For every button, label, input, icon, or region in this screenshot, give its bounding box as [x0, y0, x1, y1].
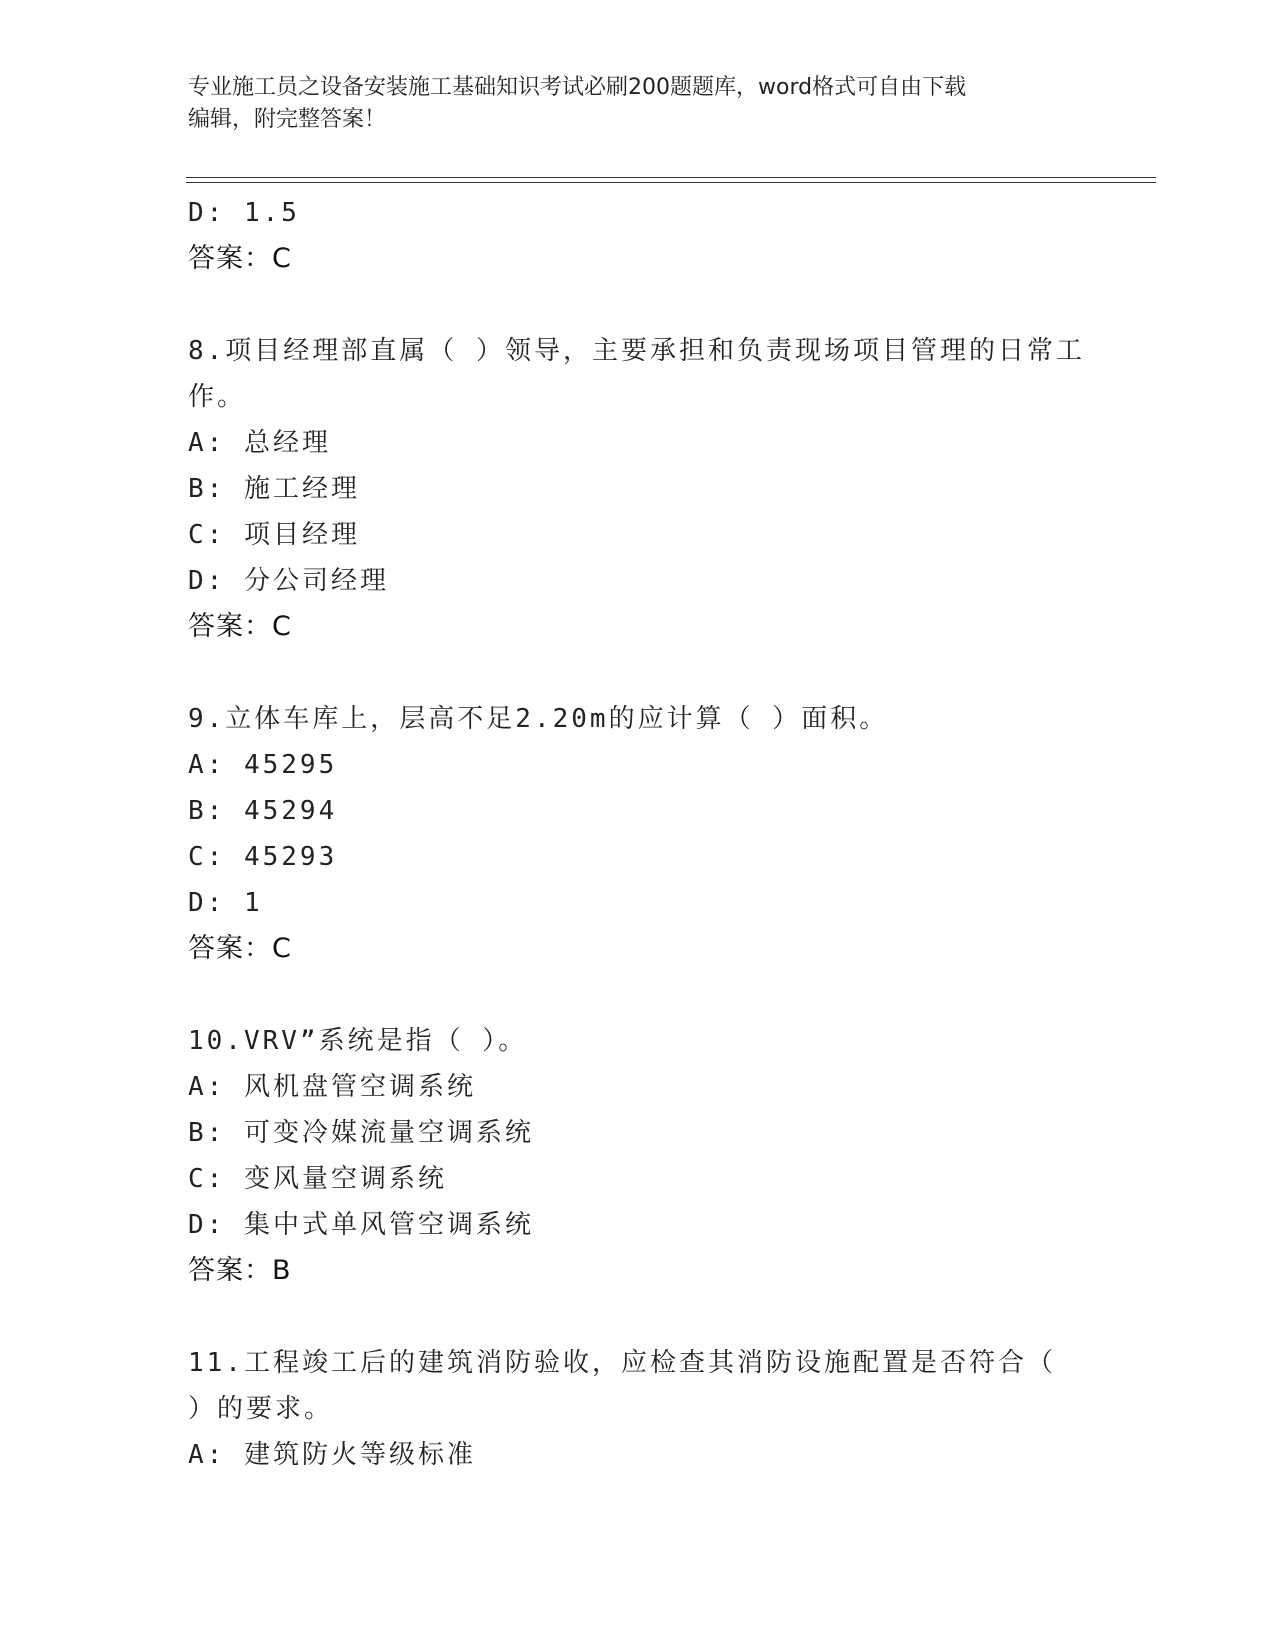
option-a: A: 建筑防火等级标准 — [188, 1440, 476, 1470]
question-stem-line1: 8.项目经理部直属（ ）领导，主要承担和负责现场项目管理的日常工 — [188, 336, 1085, 366]
prev-option-d: D: 1.5 — [188, 198, 300, 228]
answer: 答案：C — [188, 611, 292, 642]
spacer — [188, 282, 1088, 328]
option-c: C: 变风量空调系统 — [188, 1164, 447, 1194]
option-a: A: 总经理 — [188, 428, 331, 458]
spacer — [188, 650, 1088, 696]
option-b: B: 45294 — [188, 796, 338, 826]
header-divider-top — [186, 177, 1156, 178]
question-stem-line2: 作。 — [188, 382, 247, 412]
option-c: C: 45293 — [188, 842, 338, 872]
spacer — [188, 1294, 1088, 1340]
option-d: D: 分公司经理 — [188, 566, 389, 596]
option-a: A: 风机盘管空调系统 — [188, 1072, 476, 1102]
option-b: B: 施工经理 — [188, 474, 360, 504]
header-title-line2: 编辑，附完整答案！ — [188, 107, 387, 132]
option-d: D: 1 — [188, 888, 263, 918]
question-stem-line1: 11.工程竣工后的建筑消防验收，应检查其消防设施配置是否符合（ — [188, 1348, 1056, 1378]
page-header — [188, 72, 1088, 136]
option-a: A: 45295 — [188, 750, 338, 780]
header-title-line1: 专业施工员之设备安装施工基础知识考试必刷200题题库，word格式可自由下载 — [188, 75, 967, 100]
question-stem-line1: 10.VRV”系统是指（ ）。 — [188, 1026, 528, 1056]
option-b: B: 可变冷媒流量空调系统 — [188, 1118, 534, 1148]
question-9 — [188, 696, 1088, 972]
question-content — [188, 190, 1088, 1478]
option-c: C: 项目经理 — [188, 520, 360, 550]
prev-answer: 答案：C — [188, 243, 292, 274]
answer: 答案：C — [188, 933, 292, 964]
question-stem-line2: ）的要求。 — [188, 1394, 334, 1424]
question-stem-line1: 9.立体车库上，层高不足2.20m的应计算（ ）面积。 — [188, 704, 889, 734]
option-d: D: 集中式单风管空调系统 — [188, 1210, 534, 1240]
question-10 — [188, 1018, 1088, 1294]
spacer — [188, 972, 1088, 1018]
answer: 答案：B — [188, 1255, 292, 1286]
header-divider-bottom — [186, 182, 1156, 183]
question-8 — [188, 328, 1088, 650]
question-11 — [188, 1340, 1088, 1478]
